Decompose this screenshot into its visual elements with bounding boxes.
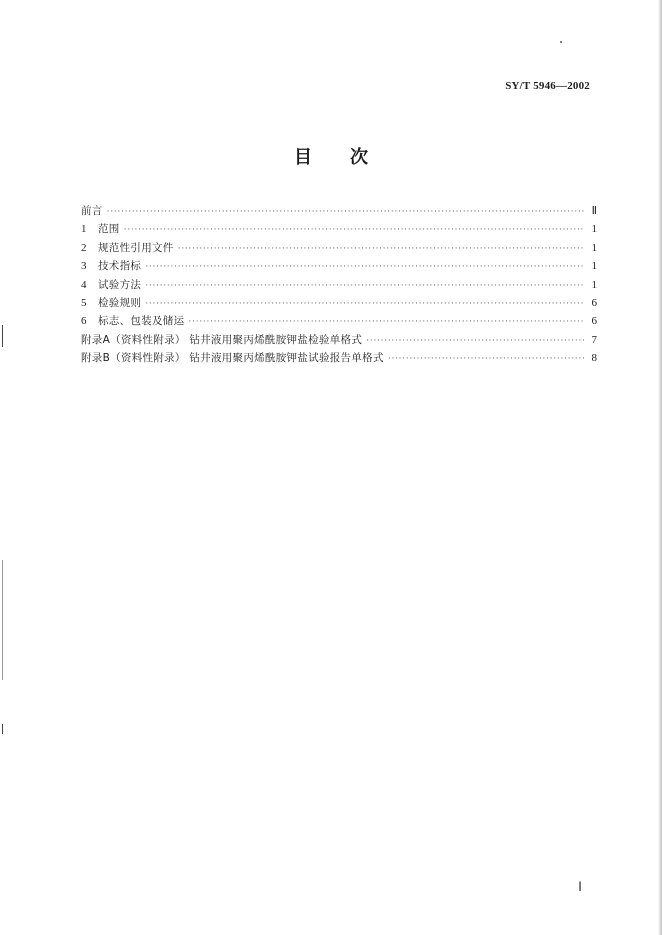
scan-edge (658, 0, 662, 935)
toc-leader-dots (388, 349, 585, 367)
toc-entry-title: 规范性引用文件 (98, 241, 174, 254)
scan-speck (560, 41, 562, 43)
toc-entry-number: 6 (81, 315, 87, 328)
toc-entry-page: 1 (591, 260, 597, 273)
toc-entry-title: 检验规则 (98, 296, 142, 309)
toc-entry-number: 1 (81, 223, 87, 236)
toc-entry-page: 1 (591, 223, 597, 236)
toc-leader-dots (124, 220, 585, 238)
toc-entry-number: 2 (81, 241, 87, 254)
toc-entry[interactable] (81, 294, 597, 312)
page-number: Ⅰ (578, 879, 582, 894)
toc-leader-dots (366, 331, 585, 349)
toc-entry-title: 前言 (81, 205, 103, 217)
toc-entry[interactable] (81, 349, 597, 367)
toc-entry[interactable] (81, 312, 597, 330)
toc-entry[interactable] (81, 276, 597, 294)
toc-leader-dots (188, 312, 585, 330)
toc-leader-dots (145, 294, 585, 312)
toc-entry[interactable] (81, 239, 597, 257)
toc-entry[interactable] (81, 257, 597, 275)
toc-entry-title: 附录A（资料性附录） 钻井液用聚丙烯酰胺钾盐检验单格式 (81, 333, 363, 346)
page-title: 目次 (294, 147, 406, 168)
toc-entry-number: 3 (81, 260, 87, 273)
toc-leader-dots (145, 276, 585, 294)
toc-entry-page: 6 (591, 315, 597, 328)
scan-mark (2, 325, 3, 347)
scan-mark (2, 560, 3, 680)
toc-entry-number: 5 (81, 296, 87, 309)
standard-number: SY/T 5946—2002 (505, 80, 590, 92)
toc-entry-title: 标志、包装及储运 (98, 315, 185, 328)
toc-entry-page: 1 (591, 278, 597, 291)
toc-leader-dots (107, 202, 585, 220)
toc-entry[interactable] (81, 331, 597, 349)
toc-entry-title: 附录B（资料性附录） 钻井液用聚丙烯酰胺钾盐试验报告单格式 (81, 352, 384, 365)
toc-entry[interactable] (81, 202, 597, 220)
scan-mark (2, 724, 3, 734)
toc-leader-dots (178, 239, 585, 257)
toc-entry-number: 4 (81, 278, 87, 291)
table-of-contents (81, 202, 597, 368)
toc-entry-page: 8 (591, 352, 597, 365)
toc-entry-page: 6 (591, 296, 597, 309)
toc-entry-title: 试验方法 (98, 278, 142, 291)
toc-entry-page: 1 (591, 241, 597, 254)
toc-entry-page: Ⅱ (591, 205, 597, 217)
toc-entry[interactable] (81, 220, 597, 238)
toc-entry-title: 技术指标 (98, 260, 142, 273)
toc-leader-dots (145, 257, 585, 275)
toc-entry-title: 范围 (98, 223, 120, 236)
toc-entry-page: 7 (591, 333, 597, 346)
